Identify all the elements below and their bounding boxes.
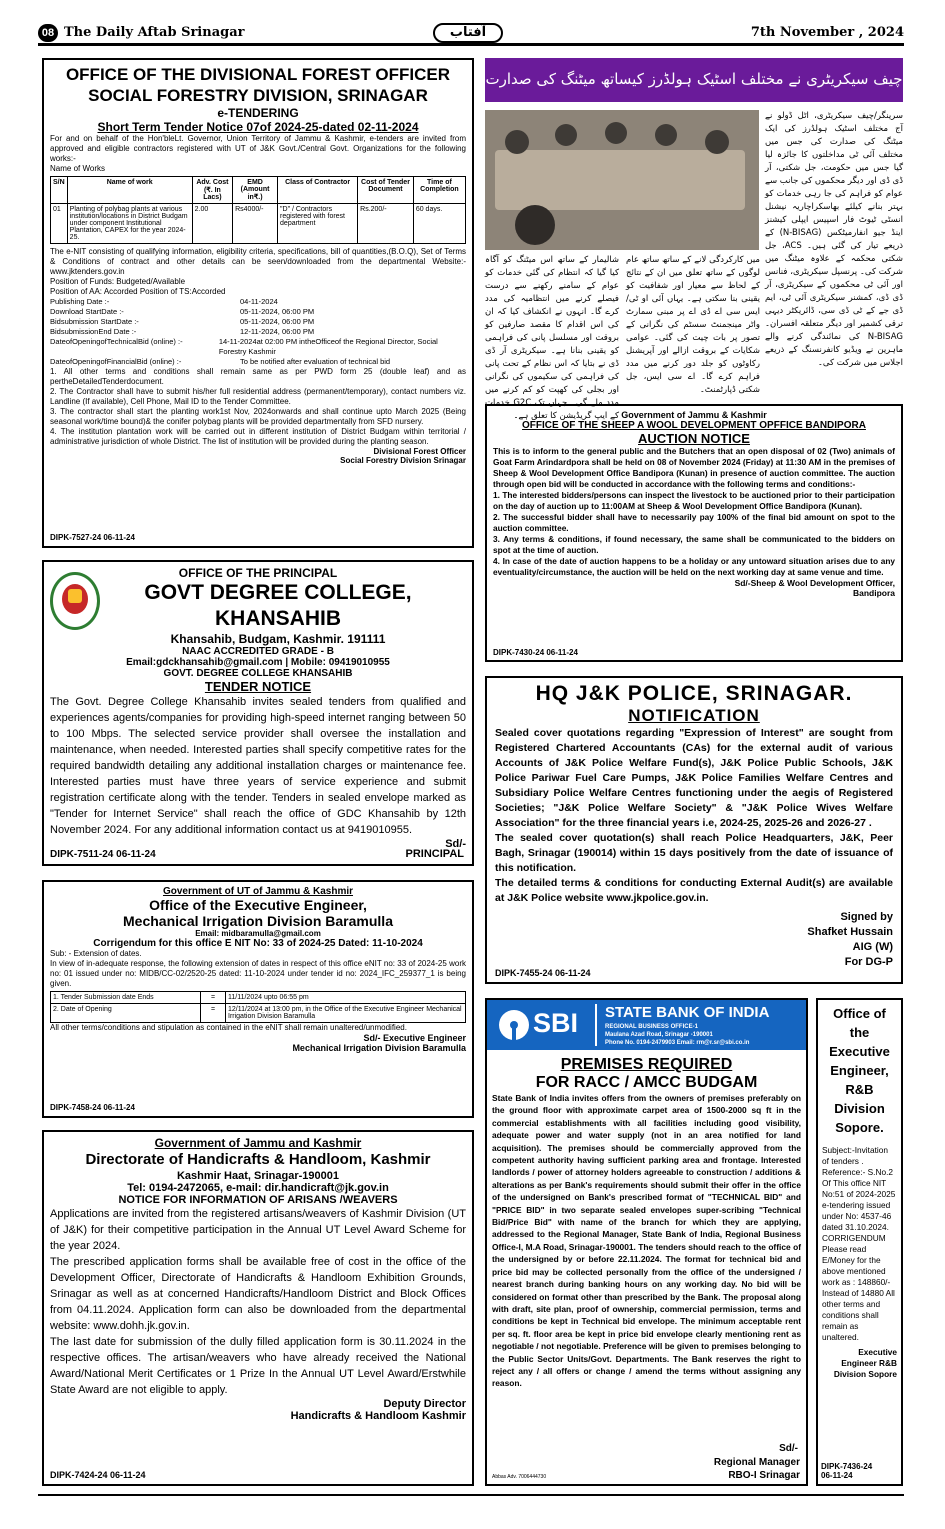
paper-logo: آفتاب (433, 23, 503, 43)
date-label: Publishing Date :- (50, 297, 110, 306)
forest-intro: For and on behalf of the Hon'bleLt. Governor, Union Territory of Jammu & Kashmir, e-tenders are invited from approved and eligible contractors registered with UT of J&K Govt./Central Govt. Organizations for the following works:- (50, 134, 466, 163)
sbi-signatory: Regional Manager (713, 1457, 800, 1468)
sbi-addr-2: Maulana Azad Road, Srinagar -190001 (605, 1032, 713, 1038)
masthead (38, 24, 904, 46)
forest-etendering: e-TENDERING (217, 106, 299, 120)
paper-name: The Daily Aftab Srinagar (64, 25, 245, 40)
date-value: 05-11-2024, 06:00 PM (240, 317, 315, 326)
forest-name-of-works: Name of Works (50, 164, 105, 173)
sbi-addr-1: REGIONAL BUSINESS OFFICE-1 (605, 1024, 698, 1030)
cell: 11/11/2024 upto 06:55 pm (226, 992, 466, 1004)
cell-time: 60 days. (413, 204, 465, 244)
th-name: Name of work (67, 177, 192, 204)
forest-signatory-office: Social Forestry Division Srinagar (340, 456, 466, 465)
sbi-logo-icon (499, 1010, 529, 1040)
sheep-signatory: Sd/-Sheep & Wool Development Officer, (734, 578, 895, 588)
college-sd: Sd/- (445, 838, 466, 850)
date-row (50, 337, 466, 357)
irrigation-sub: Sub: - Extension of dates. (50, 949, 142, 958)
date-label: DateofOpeningofFinancialBid (online) :- (50, 357, 182, 366)
forest-note: 1. All other terms and conditions shall remain same as per PWD form 25 (double leaf) and as pertheDetailedTenderdocument. (50, 367, 466, 386)
police-notification: NOTIFICATION (628, 706, 760, 725)
forest-note: 4. The institution plantation work will be carried out in different institution of District Budgam within territorial / administrative jurisdiction of whole District. The list of institution will be provided during the planting season. (50, 427, 466, 446)
handicrafts-signatory: Deputy Director (383, 1398, 466, 1410)
police-signatory: Shafket Hussain (807, 926, 893, 938)
irrigation-corrigendum: Corrigendum for this office E NIT No: 33 of 2024-25 Dated: 11-10-2024 (93, 938, 423, 949)
cell-cost: 2.00 (192, 204, 232, 244)
police-notification-ad (485, 676, 903, 984)
police-designation: AIG (W) (852, 941, 893, 953)
irrigation-signatory: Sd/- Executive Engineer (363, 1033, 466, 1043)
date-row (50, 317, 466, 327)
handicrafts-directorate: Directorate of Handicrafts & Handloom, Kashmir (85, 1151, 431, 1168)
sbi-addr-3: Phone No. 0194-2479903 Email: rm@r.sr@sbi.co.in (605, 1040, 750, 1046)
sheep-term: 2. The successful bidder shall have to necessarily pay 100% of the final bid amount on spot to the auction committee. (493, 512, 895, 533)
irrigation-email: Email: midbaramulla@gmail.com (195, 929, 321, 938)
issue-date: 7th November , 2024 (750, 25, 904, 40)
rnb-corrigendum-ad (816, 998, 903, 1486)
handicrafts-notice-ad (42, 1130, 474, 1486)
page-number: 08 (38, 24, 58, 42)
sbi-logo-text: SBI (533, 1008, 579, 1038)
police-p2: The sealed cover quotation(s) shall reach Police Headquarters, J&K, Peer Bagh, Srinagar (190014) within 15 days positively from the date of issuance of this notification. (495, 832, 893, 874)
cell: = (201, 1004, 226, 1023)
bottom-rule (38, 1494, 904, 1496)
th-class: Class of Contractor (278, 177, 358, 204)
college-naac: NAAC ACCREDITED GRADE - B (182, 646, 334, 657)
th-sn: S/N (51, 177, 68, 204)
police-signed-by: Signed by (840, 911, 893, 923)
police-code: DIPK-7455-24 06-11-24 (495, 968, 591, 978)
table-row (51, 204, 466, 244)
police-title: HQ J&K POLICE, SRINAGAR. (535, 682, 853, 705)
date-value: 04-11-2024 (240, 297, 278, 306)
irrigation-body: In view of in-adequate response, the following extension of dates in respect of this office eNIT no: 33 of 2024-25 work no: 01 issued under no: MIDB/CC-02/2520-25 dated: 11-10-2024 under tender id no: 2024_IFC_259377_1 is being given. (50, 959, 466, 988)
sbi-body: State Bank of India invites offers from the owners of premises preferably on the ground floor with approximate carpet area of 1500-2000 sq ft in the commercial establishments with all facilities including good visibility, adequate power and water supply (not in an area notified for land acquisition). The premises should be commercially approved from the competent authority having sufficient parking area and frontage. Interested landlords / power of attorney holders agreeable to construction / additions & alterations as per Bank's requirements should submit their offer in the office of the undersigned on Bank's prescribed format of "TECHNICAL BID" and "PRICE BID" in two separate sealed envelopes super-scribing "Technical Bid/Price Bid" with name of the branch for which they are applying, addressed to the Regional Manager, State Bank of India, Regional Business Office-I, M.A Road, Srinagar-190001. The tenders should reach to the office of the undersigned by or before 22.11.2024. The format for technical bid and price bid may be collected personally from the office of the undersigned / nearest branch during banking hours on any working day. No bid will be considered on format other than prescribed by the Bank. The proposal along with draft, site plan, proof of ownership, commercial permission, terms and conditions be kept in Technical bid envelope. The minimum acceptable rent per sq. ft. floor area be kept in price bid envelope clearly mentioning rent as negotiable / not negotiable. Preference will be given to premises belonging to the Public Sector Units/Govt. Departments. The Bank reserves the right to reject any / all offers or change / amend the terms without assigning any reason. (492, 1093, 801, 1389)
forest-funds: Position of Funds: Budgeted/Available (50, 277, 186, 286)
forest-title-2: SOCIAL FORESTRY DIVISION, SRINAGAR (88, 86, 428, 105)
sbi-name: STATE BANK OF INDIA (605, 1004, 770, 1021)
date-value: 14-11-2024at 02:00 PM intheOfficeof the Regional Director, Social Forestry Kashmir (218, 337, 438, 356)
th-time: Time of Completion (413, 177, 465, 204)
rnb-signatory: Executive Engineer R&B Division Sopore (833, 1347, 897, 1379)
date-row (50, 307, 466, 317)
college-emblem-icon (50, 572, 100, 630)
rnb-body: Subject:-Invitation of tenders . Reference:- S.No.2 Of This office NIT No:51 of 2024-2025 e-tendering issued under No: 4537-46 dated 31.10.2024. CORRIGENDUM Please read E/Money for the above mentioned work as : 148860/- Instead of 14880 All other terms and conditions shall remain as unaltered. (822, 1145, 896, 1342)
date-label: Download StartDate :- (50, 307, 124, 316)
forest-note: 3. The contractor shall start the planting work1st Nov, 2024onwards and shall continue upto March 2025 (Being seasonal work/time bound)& the conifer polybag plants will be provided departmentally from SFD nursery. (50, 407, 466, 426)
sheep-term: 4. In case of the date of auction happens to be a holiday or any untoward situation arises due to any eventuality/circumstance, the auction will be held on the next working day at same venue and time. (493, 556, 895, 577)
cell: 12/11/2024 at 13:00 pm, in the Office of the Executive Engineer Mechanical Irrigation Division Baramulla (226, 1004, 466, 1023)
forest-notice-title: Short Term Tender Notice 07of 2024-25-dated 02-11-2024 (97, 120, 419, 134)
cell-doc: Rs.200/- (358, 204, 414, 244)
handicrafts-p2: The prescribed application forms shall be available free of cost in the office of the Development Officer, Directorate of Handicrafts & Handloom Exhibition Grounds, Srinagar as well as at concerned Handicrafts/Handloom District and Block Offices from 04.11.2024. Application form can also be downloaded from the departmental website: www.dohh.jk.gov.in. (50, 1256, 466, 1332)
sheep-intro: This is to inform to the general public and the Butchers that an open disposal of 02 (Two) animals of Goat Farm Arindardpora shall be held on 08 of November 2024 (Friday) at 11:30 AM in the premises of Sheep & Wool Development Office Bandipora (Kunan) in presence of auction committee. The auction through open bid will be conducted in accordance with the following terms and conditions:- (493, 446, 895, 489)
college-label: GOVT. DEGREE COLLEGE KHANSAHIB (163, 668, 353, 679)
date-row (50, 327, 466, 337)
sheep-title: AUCTION NOTICE (638, 431, 750, 446)
forest-note: 2. The Contractor shall have to submit his/her full residential address (permanent/temporary), contact numbers viz. Landline (If available), Cell Phone, Mail ID to the Tender Committee. (50, 387, 466, 406)
police-p3: The detailed terms & conditions for conducting External Audit(s) are available at J&K Police website www.jkpolice.gov.in. (495, 877, 893, 904)
news-headline: چیف سیکریٹری نے مختلف اسٹیک ہولڈرز کیساتھ میٹنگ کی صدارت (485, 58, 903, 102)
forest-signatory: Divisional Forest Officer (373, 447, 466, 456)
handicrafts-p3: The last date for submission of the dully filled application form is 30.11.2024 in the respective offices. The artisan/weavers who have already received the National Award/National Merit Certificates or 1 Prize In the Annual UT Level Award/Erstwhile State Award are not eligible to apply. (50, 1336, 466, 1396)
cell-sn: 01 (51, 204, 68, 244)
sbi-title-1: PREMISES REQUIRED (560, 1056, 733, 1073)
cell-emd: Rs4000/- (233, 204, 278, 244)
handicrafts-signatory-office: Handicrafts & Handloom Kashmir (290, 1410, 466, 1422)
news-col-1: سرینگر/چیف سیکریٹری، اٹل ڈولو نے آج مختلف اسٹیک ہولڈرز کی ایک میٹنگ کی صدارت کی جس میں مختلف آئی ٹی مداخلتوں کا جائزہ لیا گیا جس میں حکومت، جل شکتی، آر ڈی ڈی اور دیگر محکموں کی جانب سے عوام کو فراہم کی جا رہی خدمات کو بہتر بنانے کیلئے بھاسکراچاریہ نیشنل انسٹی ٹیوٹ فار اسپیس ایپلی کیشنز اینڈ جیو انفارمیٹکس (N-BISAG) کے ذریعے تیار کی گئی ہیں۔ ACS، جل شکتی محکمہ کے علاوہ میٹنگ میں شرکت کی۔ پرنسپل سیکریٹری، فنانس اور آئی ٹی محکموں کے سیکریٹری، آر ڈی ڈی، کمشنر سیکریٹری آئی ٹی، ایم ڈی جے کے ٹی ڈی سی، ڈائریکٹر دیہی ترقی کشمیر اور دیگر متعلقہ افسران۔ N-BISAG کی نمائندگی کرنے والے ماہرین نے ویڈیو کانفرنسنگ کے ذریعے اجلاس میں شرکت کی۔ (765, 111, 904, 368)
forest-works-table (50, 176, 466, 244)
date-label: DateofOpeningofTechnicalBid (online) :- (50, 337, 183, 346)
irrigation-tail: All other terms/conditions and stipulation as contained in the eNIT shall remain unaltered/unmodified. (50, 1023, 407, 1032)
irrigation-code: DIPK-7458-24 06-11-24 (50, 1103, 135, 1112)
sbi-code: Abbas Adv. 7006444730 (492, 1474, 547, 1480)
news-col-1-cont (766, 254, 903, 390)
irrigation-corrigendum-ad (42, 880, 474, 1118)
th-cost: Adv. Cost (₹. In Lacs) (192, 177, 232, 204)
college-body: The Govt. Degree College Khansahib invites sealed tenders from qualified and experiences agents/companies for providing high-speed internet ranging between 50 to 100 Mbps. The selected service provider shall oversee the installation and maintenance, when needed. Interested parties shall specify competitive rates for the required bandwidth detailing any additional installation charges or maintenance fee. Interested parties must have three years of service experience and submit registration certificate along with the tender. Tenders in sealed envelope marked as "Tender for Internet Service" shall reach the office of GDC Khansahib by 12th November 2024. For any additional information contact us at 9419010955. (50, 696, 466, 836)
police-p1: Sealed cover quotations regarding "Expression of Interest" are sought from Registered Chartered Accountants (CAs) for the external audit of various Accounts of J&K Police Welfare Fund(s), J&K Police Public Schools, J&K Police Pariwar Fuel Care Pumps, J&K Police Families Welfare Centres and Subsidiary Police Welfare Centres functioning under the aegis of Registered Societies; "J&K Police Welfare Society" & "J&K Police Wives Welfare Association" for the three financial years i.e, 2024-25, 2025-26 and 2026-27 . (495, 727, 893, 829)
date-value: To be notified after evaluation of technical bid (240, 357, 391, 366)
handicrafts-address: Kashmir Haat, Srinagar-190001 (176, 1170, 340, 1182)
forest-dates (50, 297, 466, 367)
sbi-signatory-office: RBO-I Srinagar (728, 1470, 800, 1481)
handicrafts-notice-title: NOTICE FOR INFORMATION OF ARISANS /WEAVERS (118, 1194, 398, 1206)
sbi-sd: Sd/- (779, 1443, 798, 1454)
forest-title-1: OFFICE OF THE DIVISIONAL FOREST OFFICER (65, 65, 451, 84)
date-value: 12-11-2024, 06:00 PM (240, 327, 315, 336)
cell-class: "D" / Contractors registered with forest department (278, 204, 358, 244)
college-name: GOVT DEGREE COLLEGE, KHANSAHIB (144, 581, 412, 630)
sbi-header (487, 1000, 806, 1050)
news-col-2: میں کارکردگی لانے کے ساتھ ساتھ عام لوگوں کے ساتھ تعلق میں ان کے نتائج کے لحاظ سے معیار اور شفافیت کو یقینی بنا سکتی ہے۔ یہاں آئی او ٹی/ایس سی اے ڈی اے پر مبنی سمارٹ واٹر مینجمنٹ سسٹم کی نگرانی کے تصور پر بات چیت کی گئی۔ عوامی شکایات کے بروقت ازالے اور آپریشنل رکاوٹوں کو جلد دور کرنے میں مدد فراہم کرے گا۔ اے سی ایس، جل شکتی ڈپارٹمنٹ۔ (626, 255, 760, 395)
college-code: DIPK-7511-24 06-11-24 (50, 849, 156, 860)
cell: 2. Date of Opening (51, 1004, 201, 1023)
handicrafts-p1: Applications are invited from the registered artisans/weavers of Kashmir Division (UT of J&K) for their competitive participation in the Annual UT Level Award Scheme for the year 2024. (50, 1208, 466, 1252)
handicrafts-code: DIPK-7424-24 06-11-24 (50, 1470, 146, 1480)
cell: 1. Tender Submission date Ends (51, 992, 201, 1004)
college-office: OFFICE OF THE PRINCIPAL (178, 566, 338, 580)
sheep-signatory-place: Bandipora (852, 588, 895, 598)
handicrafts-govt: Government of Jammu and Kashmir (154, 1136, 362, 1150)
college-address: Khansahib, Budgam, Kashmir. 191111 (170, 632, 386, 646)
table-row (51, 1004, 466, 1023)
date-label: BidsubmissionEnd Date :- (50, 327, 137, 336)
sheep-code: DIPK-7430-24 06-11-24 (493, 648, 578, 657)
th-emd: EMD (Amount in₹.) (233, 177, 278, 204)
sheep-term: 1. The interested bidders/persons can inspect the livestock to be auctioned prior to their participation on the day of auction up to 11:00AM at Sheep & Wool Development Office Bandipora (Kunan). (493, 490, 895, 511)
sheep-term: 3. Any terms & conditions, if found necessary, the same shall be communicated to the bidders on spot at the time of auction. (493, 534, 895, 555)
sheep-auction-ad (485, 404, 903, 662)
irrigation-office: Office of the Executive Engineer, (149, 897, 367, 913)
college-contact: Email:gdckhansahib@gmail.com | Mobile: 09419010955 (126, 657, 390, 668)
irrigation-dates-table (50, 991, 466, 1023)
table-row (51, 992, 466, 1004)
th-doc: Cost of Tender Document (358, 177, 414, 204)
rnb-code: DIPK-7436-24 06-11-24 (821, 1462, 873, 1480)
date-row (50, 357, 466, 367)
forest-info: The e-NIT consisting of qualifying information, eligibility criteria, specifications, bill of quantities,(B.O.Q), Set of Terms & Conditions of contract and other details can be seen/downloaded from the departmental Website:- www.jktenders.gov.in (50, 247, 466, 276)
irrigation-division: Mechanical Irrigation Division Baramulla (123, 913, 393, 929)
date-value: 05-11-2024, 06:00 PM (240, 307, 315, 316)
forest-tender-ad (42, 58, 474, 548)
police-for: For DG-P (844, 956, 893, 968)
college-tender-title: TENDER NOTICE (204, 679, 312, 694)
sbi-premises-ad (485, 998, 808, 1486)
rnb-title: Office of the Executive Engineer, R&B Division Sopore. (829, 1006, 890, 1135)
meeting-photo (485, 110, 759, 250)
sheep-govt: Government of Jammu & Kashmir (621, 410, 767, 420)
college-signatory: PRINCIPAL (405, 848, 464, 860)
cell: = (201, 992, 226, 1004)
date-row (50, 297, 466, 307)
news-col-3: شالیمار کے ساتھ اس میٹنگ کو آگاہ کیا گیا کہ انتظام کی گئی خدمات کو عوام کے سامنے رکھنے سے درست فیصلے کرنے میں انتظامیہ کی مدد کرے گا۔ انہوں نے انکشاف کیا کہ ان کی اس اقدام کا مقصد صارفین کو بروقت اور مسلسل پانی کی فراہمی کو یقینی بنانا ہے۔ سیکریٹری آر ڈی ڈی نے بتایا کہ اس نظام کے تحت پانی کی فراہمی کی سکیموں کی نگرانی اور بجلی کی کھپت کو کم کرنے میں مدد ملے گی۔ جہاں تک G2C خدمات کے ایپ گریڈیشن کا تعلق ہے۔ (485, 255, 619, 421)
sheep-office: OFFICE OF THE SHEEP A WOOL DEVELOPMENT OPFFICE BANDIPORA (522, 420, 866, 431)
irrigation-govt: Government of UT of Jammu & Kashmir (162, 886, 354, 897)
irrigation-signatory-office: Mechanical Irrigation Division Baramulla (292, 1043, 466, 1053)
date-label: Bidsubmission StartDate :- (50, 317, 139, 326)
handicrafts-contact: Tel: 0194-2472065, e-mail: dir.handicraft@jk.gov.in (127, 1182, 389, 1194)
forest-code: DIPK-7527-24 06-11-24 (50, 533, 135, 542)
sbi-title-2: FOR RACC / AMCC BUDGAM (535, 1074, 758, 1091)
college-tender-ad (42, 560, 474, 866)
cell-name: Planting of polybag plants at various institution/locations in District Budgam under component Institutional Plantation, CAPEX for the year 2024-25. (67, 204, 192, 244)
forest-aa: Position of AA: Accorded Position of TS:Accorded (50, 287, 226, 296)
